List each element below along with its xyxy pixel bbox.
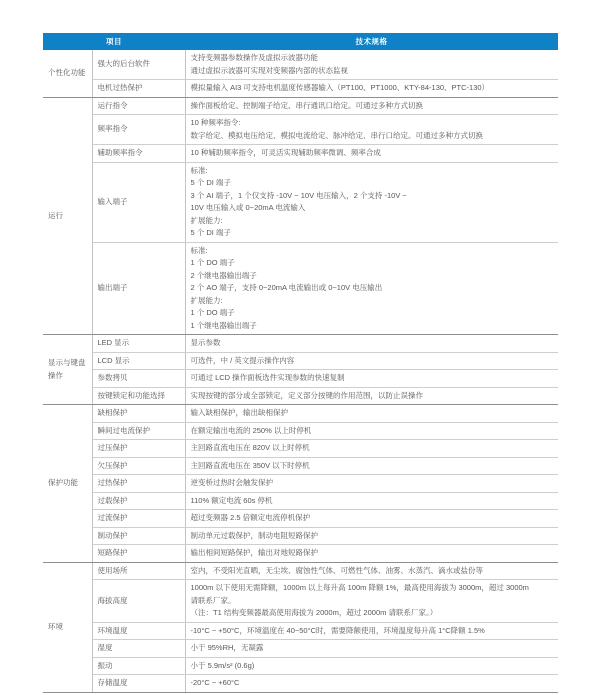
item-cell: 环境温度 bbox=[92, 622, 185, 640]
table-row bbox=[43, 475, 558, 493]
table-row bbox=[43, 387, 558, 405]
item-cell: 瞬间过电流保护 bbox=[92, 422, 185, 440]
spec-line: 显示参数 bbox=[190, 338, 221, 347]
spec-line: 5 个 DI 端子 bbox=[190, 228, 231, 237]
table-row bbox=[43, 527, 558, 545]
item-cell: LED 显示 bbox=[92, 335, 185, 353]
spec-line: 制动单元过载保护，制动电阻短路保护 bbox=[190, 530, 318, 540]
spec-line: 标准: bbox=[190, 165, 208, 175]
spec-cell bbox=[185, 50, 558, 80]
spec-line: 输入缺相保护，输出缺相保护 bbox=[190, 408, 288, 417]
spec-cell bbox=[185, 440, 558, 458]
spec-line: 2 个 AO 端子，支持 0~20mA 电流输出或 0~10V 电压输出 bbox=[190, 283, 383, 292]
item-cell: 按键锁定和功能选择 bbox=[92, 387, 185, 405]
spec-line: 5 个 DI 端子 bbox=[190, 178, 231, 187]
table-row bbox=[43, 657, 558, 675]
category-cell: 保护功能 bbox=[43, 405, 92, 563]
item-cell: 频率指令 bbox=[92, 115, 185, 145]
item-cell: 存储温度 bbox=[92, 675, 185, 693]
spec-line: 标准: bbox=[190, 245, 208, 255]
spec-cell bbox=[185, 80, 558, 98]
table-row bbox=[43, 675, 558, 693]
table-row bbox=[43, 115, 558, 145]
table-body bbox=[43, 50, 558, 692]
spec-line: 室内，不受阳光直晒，无尘埃、腐蚀性气体、可燃性气体、油雾、水蒸汽、滴水或盐份等 bbox=[190, 565, 483, 575]
table-row bbox=[43, 510, 558, 528]
spec-line: 10 种辅助频率指令，可灵活实现辅助频率微调、频率合成 bbox=[190, 148, 381, 157]
spec-cell bbox=[185, 675, 558, 693]
spec-line: 小于 5.9m/s² (0.6g) bbox=[190, 660, 255, 670]
spec-line: 1 个继电器输出端子 bbox=[190, 320, 257, 330]
spec-cell bbox=[185, 510, 558, 528]
table-row bbox=[43, 562, 558, 580]
spec-cell bbox=[185, 457, 558, 475]
spec-table-container bbox=[43, 33, 558, 693]
item-cell: 缺相保护 bbox=[92, 405, 185, 423]
spec-line: 通过虚拟示波器可实现对变频器内部的状态监视 bbox=[190, 65, 348, 75]
spec-cell bbox=[185, 162, 558, 242]
spec-cell bbox=[185, 242, 558, 335]
table-row bbox=[43, 545, 558, 563]
item-cell: 欠压保护 bbox=[92, 457, 185, 475]
table-row bbox=[43, 370, 558, 388]
table-row bbox=[43, 335, 558, 353]
item-cell: 输出端子 bbox=[92, 242, 185, 335]
table-row bbox=[43, 50, 558, 80]
spec-line: 操作面板给定、控制端子给定、串行通讯口给定。可通过多种方式切换 bbox=[190, 100, 423, 110]
item-cell: 湿度 bbox=[92, 640, 185, 658]
spec-line: （注：T1 结构变频器最高使用海拔为 2000m，超过 2000m 请联系厂家。） bbox=[190, 608, 438, 617]
item-cell: 强大的后台软件 bbox=[92, 50, 185, 80]
spec-line: 数字给定、模拟电压给定、模拟电流给定、脉冲给定、串行口给定。可通过多种方式切换 bbox=[190, 130, 483, 140]
item-cell: 海拔高度 bbox=[92, 580, 185, 623]
table-row bbox=[43, 80, 558, 98]
spec-line: 扩展能力: bbox=[190, 295, 223, 305]
category-cell: 个性化功能 bbox=[43, 50, 92, 97]
item-cell: 参数拷贝 bbox=[92, 370, 185, 388]
item-cell: 辅助频率指令 bbox=[92, 145, 185, 163]
header-cell-item: 项目 bbox=[43, 33, 185, 50]
spec-line: 超过变频器 2.5 倍额定电流停机保护 bbox=[190, 513, 311, 522]
spec-line: 1000m 以下使用无需降额，1000m 以上每升高 100m 降额 1%，最高使用海拔为 3000m，超过 3000m bbox=[190, 583, 529, 592]
spec-cell bbox=[185, 115, 558, 145]
item-cell: 过热保护 bbox=[92, 475, 185, 493]
table-row bbox=[43, 440, 558, 458]
table-row bbox=[43, 97, 558, 115]
header-cell-spec: 技术规格 bbox=[185, 33, 558, 50]
spec-cell bbox=[185, 352, 558, 370]
spec-cell bbox=[185, 405, 558, 423]
spec-line: 可通过 LCD 操作面板选件实现参数的快速复制 bbox=[190, 373, 345, 382]
spec-cell bbox=[185, 545, 558, 563]
category-cell: 环境 bbox=[43, 562, 92, 692]
item-cell: LCD 显示 bbox=[92, 352, 185, 370]
spec-line: 3 个 AI 端子，1 个仅支持 -10V ~ 10V 电压输入，2 个支持 -10V ~ bbox=[190, 190, 407, 200]
item-cell: 运行指令 bbox=[92, 97, 185, 115]
table-row bbox=[43, 352, 558, 370]
spec-cell bbox=[185, 422, 558, 440]
item-cell: 过压保护 bbox=[92, 440, 185, 458]
item-cell: 电机过热保护 bbox=[92, 80, 185, 98]
item-cell: 过载保护 bbox=[92, 492, 185, 510]
spec-line: 请联系厂家。 bbox=[190, 595, 236, 605]
item-cell: 短路保护 bbox=[92, 545, 185, 563]
spec-line: 逆变桥过热时会触发保护 bbox=[190, 478, 273, 487]
spec-cell bbox=[185, 527, 558, 545]
spec-line: 1 个 DO 端子 bbox=[190, 258, 235, 267]
spec-cell bbox=[185, 562, 558, 580]
spec-line: 可选件，中 / 英文提示操作内容 bbox=[190, 355, 295, 365]
item-cell: 振动 bbox=[92, 657, 185, 675]
spec-line: 扩展能力: bbox=[190, 215, 223, 225]
spec-line: 实现按键的部分或全部锁定，定义部分按键的作用范围，以防止误操作 bbox=[190, 390, 423, 400]
spec-line: 小于 95%RH，无凝露 bbox=[190, 643, 264, 652]
table-row bbox=[43, 422, 558, 440]
spec-line: 10 种频率指令: bbox=[190, 118, 241, 127]
item-cell: 使用场所 bbox=[92, 562, 185, 580]
spec-cell bbox=[185, 97, 558, 115]
spec-line: 输出相间短路保护，输出对地短路保护 bbox=[190, 548, 318, 557]
spec-cell bbox=[185, 335, 558, 353]
table-row bbox=[43, 622, 558, 640]
spec-line: 1 个 DO 端子 bbox=[190, 308, 235, 317]
spec-line: 模拟量输入 AI3 可支持电机温度传感器输入（PT100、PT1000、KTY-84-130、PTC-130） bbox=[190, 83, 490, 92]
spec-cell bbox=[185, 475, 558, 493]
spec-cell bbox=[185, 370, 558, 388]
spec-line: 在额定输出电流的 250% 以上时停机 bbox=[190, 425, 312, 435]
spec-line: -20°C ~ +60°C bbox=[190, 678, 240, 687]
spec-line: 110% 额定电流 60s 停机 bbox=[190, 495, 273, 505]
spec-cell bbox=[185, 622, 558, 640]
table-header-row bbox=[43, 33, 558, 50]
item-cell: 过流保护 bbox=[92, 510, 185, 528]
spec-line: 主回路直流电压在 820V 以上时停机 bbox=[190, 443, 310, 452]
category-cell: 运行 bbox=[43, 97, 92, 335]
spec-cell bbox=[185, 145, 558, 163]
table-row bbox=[43, 492, 558, 510]
spec-line: 2 个继电器输出端子 bbox=[190, 270, 257, 280]
table-row bbox=[43, 580, 558, 623]
table-row bbox=[43, 162, 558, 242]
table-row bbox=[43, 405, 558, 423]
spec-cell bbox=[185, 492, 558, 510]
spec-line: 主回路直流电压在 350V 以下时停机 bbox=[190, 460, 310, 470]
spec-cell bbox=[185, 580, 558, 623]
technical-spec-table bbox=[43, 33, 558, 693]
item-cell: 制动保护 bbox=[92, 527, 185, 545]
table-row bbox=[43, 242, 558, 335]
spec-cell bbox=[185, 657, 558, 675]
spec-line: -10°C ~ +50°C，环境温度在 40~50°C时，需要降额使用，环境温度每升高 1°C降额 1.5% bbox=[190, 625, 485, 635]
table-row bbox=[43, 145, 558, 163]
category-cell: 显示与键盘操作 bbox=[43, 335, 92, 405]
spec-line: 支持变频器参数操作及虚拟示波器功能 bbox=[190, 53, 318, 62]
table-row bbox=[43, 457, 558, 475]
table-row bbox=[43, 640, 558, 658]
spec-cell bbox=[185, 387, 558, 405]
spec-line: 10V 电压输入或 0~20mA 电流输入 bbox=[190, 203, 306, 212]
item-cell: 输入端子 bbox=[92, 162, 185, 242]
spec-cell bbox=[185, 640, 558, 658]
